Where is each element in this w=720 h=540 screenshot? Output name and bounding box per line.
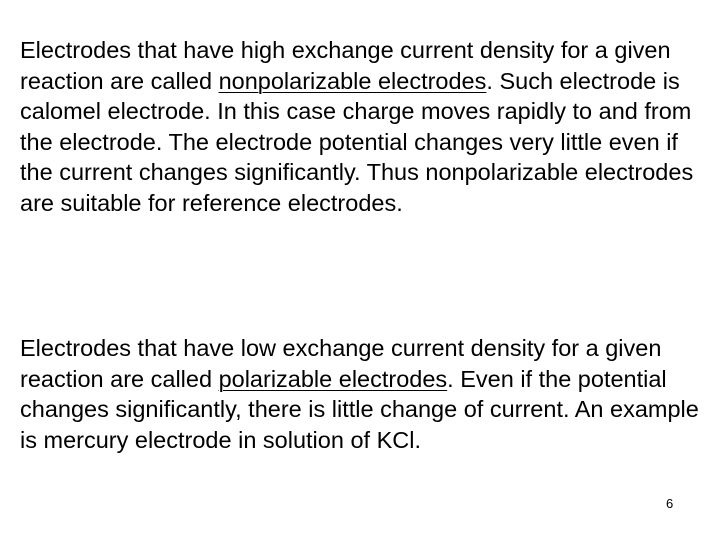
page-number: 6 (666, 496, 674, 511)
paragraph-nonpolarizable (20, 35, 710, 218)
paragraph-polarizable (20, 333, 710, 455)
paragraph-text-before: Electrodes that have low exchange current density for a given reaction are called (20, 335, 662, 392)
term-nonpolarizable-electrodes: nonpolarizable electrodes (218, 67, 487, 94)
paragraph-text-after: . Even if the potential changes significantly, there is little change of current. An example is mercury electrode in solution of KCl. (20, 365, 699, 453)
paragraph-text-before: Electrodes that have high exchange current density for a given reaction are called (20, 37, 671, 94)
term-polarizable-electrodes: polarizable electrodes (218, 365, 448, 392)
paragraph-text-after: . Such electrode is calomel electrode. In this case charge moves rapidly to and from the electrode. The electrode potential changes very little even if the current changes significantly. Thus nonpolarizable electrodes are suitable for reference electrodes. (20, 67, 694, 216)
